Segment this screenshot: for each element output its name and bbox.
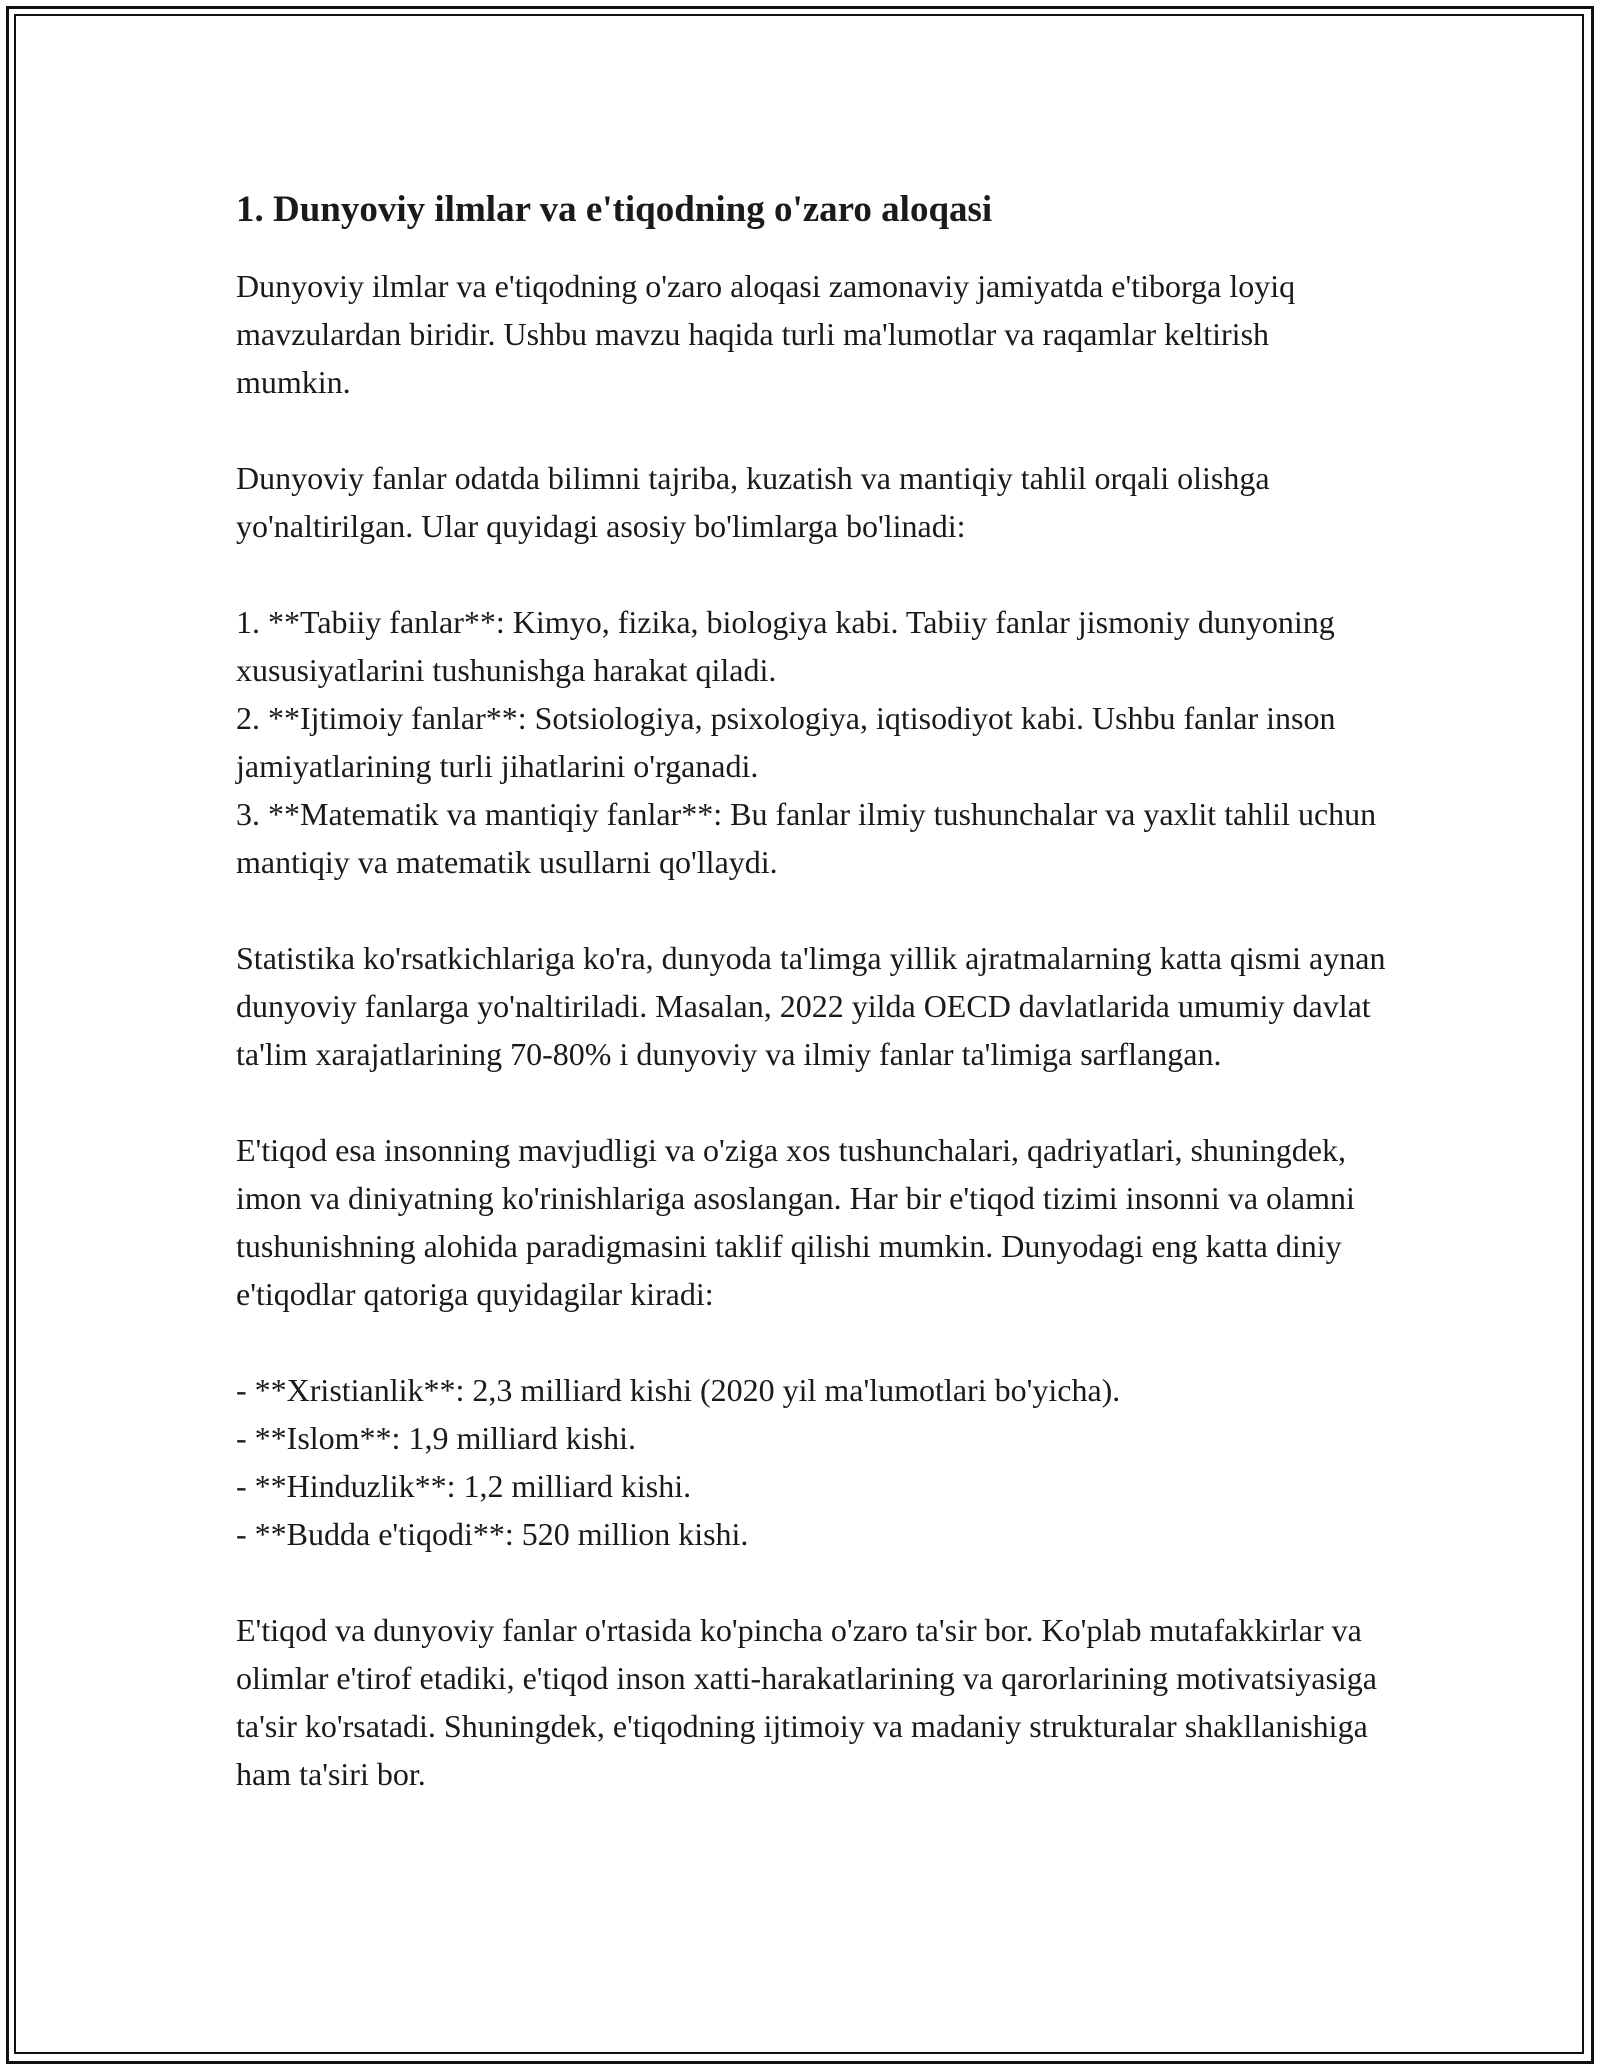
- document-body: [236, 186, 1386, 1846]
- religions-list: [236, 1366, 1386, 1558]
- branches-list: [236, 598, 1386, 886]
- list-item: - **Islom**: 1,9 milliard kishi.: [236, 1420, 636, 1457]
- list-item: - **Hinduzlik**: 1,2 milliard kishi.: [236, 1468, 692, 1505]
- list-item: 1. **Tabiiy fanlar**: Kimyo, fizika, biologiya kabi. Tabiiy fanlar jismoniy dunyoning xususiyatlarini tushunishga harakat qiladi.: [236, 604, 1335, 689]
- faith-paragraph: E'tiqod esa insonning mavjudligi va o'ziga xos tushunchalari, qadriyatlari, shuningdek, imon va diniyatning ko'rinishlariga asoslangan. Har bir e'tiqod tizimi insonni va olamni tushunishning alohida paradigmasini taklif qilishi mumkin. Dunyodagi eng katta diniy e'tiqodlar qatoriga quyidagilar kiradi:: [236, 1132, 1355, 1313]
- conclusion-paragraph: E'tiqod va dunyoviy fanlar o'rtasida ko'pincha o'zaro ta'sir bor. Ko'plab mutafakkirlar va olimlar e'tirof etadiki, e'tiqod inson xatti-harakatlarining va qarorlarining motivatsiyasiga ta'sir ko'rsatadi. Shuningdek, e'tiqodning ijtimoiy va madaniy strukturalar shakllanishiga ham ta'siri bor.: [236, 1612, 1377, 1793]
- intro-paragraph: Dunyoviy ilmlar va e'tiqodning o'zaro aloqasi zamonaviy jamiyatda e'tiborga loyiq mavzulardan biridir. Ushbu mavzu haqida turli ma'lumotlar va raqamlar keltirish mumkin.: [236, 268, 1296, 401]
- list-item: - **Budda e'tiqodi**: 520 million kishi.: [236, 1516, 749, 1553]
- list-item: 3. **Matematik va mantiqiy fanlar**: Bu fanlar ilmiy tushunchalar va yaxlit tahlil uchun mantiqiy va matematik usullarni qo'llaydi.: [236, 796, 1377, 881]
- secular-sciences-paragraph: Dunyoviy fanlar odatda bilimni tajriba, kuzatish va mantiqiy tahlil orqali olishga yo'naltirilgan. Ular quyidagi asosiy bo'limlarga bo'linadi:: [236, 460, 1270, 545]
- statistics-paragraph: Statistika ko'rsatkichlariga ko'ra, dunyoda ta'limga yillik ajratmalarning katta qismi aynan dunyoviy fanlarga yo'naltiriladi. Masalan, 2022 yilda OECD davlatlarida umumiy davlat ta'lim xarajatlarining 70-80% i dunyoviy va ilmiy fanlar ta'limiga sarflangan.: [236, 940, 1386, 1073]
- list-item: - **Xristianlik**: 2,3 milliard kishi (2020 yil ma'lumotlari bo'yicha).: [236, 1372, 1121, 1409]
- list-item: 2. **Ijtimoiy fanlar**: Sotsiologiya, psixologiya, iqtisodiyot kabi. Ushbu fanlar inson jamiyatlarining turli jihatlarini o'rganadi.: [236, 700, 1336, 785]
- page-title: 1. Dunyoviy ilmlar va e'tiqodning o'zaro aloqasi: [236, 189, 993, 230]
